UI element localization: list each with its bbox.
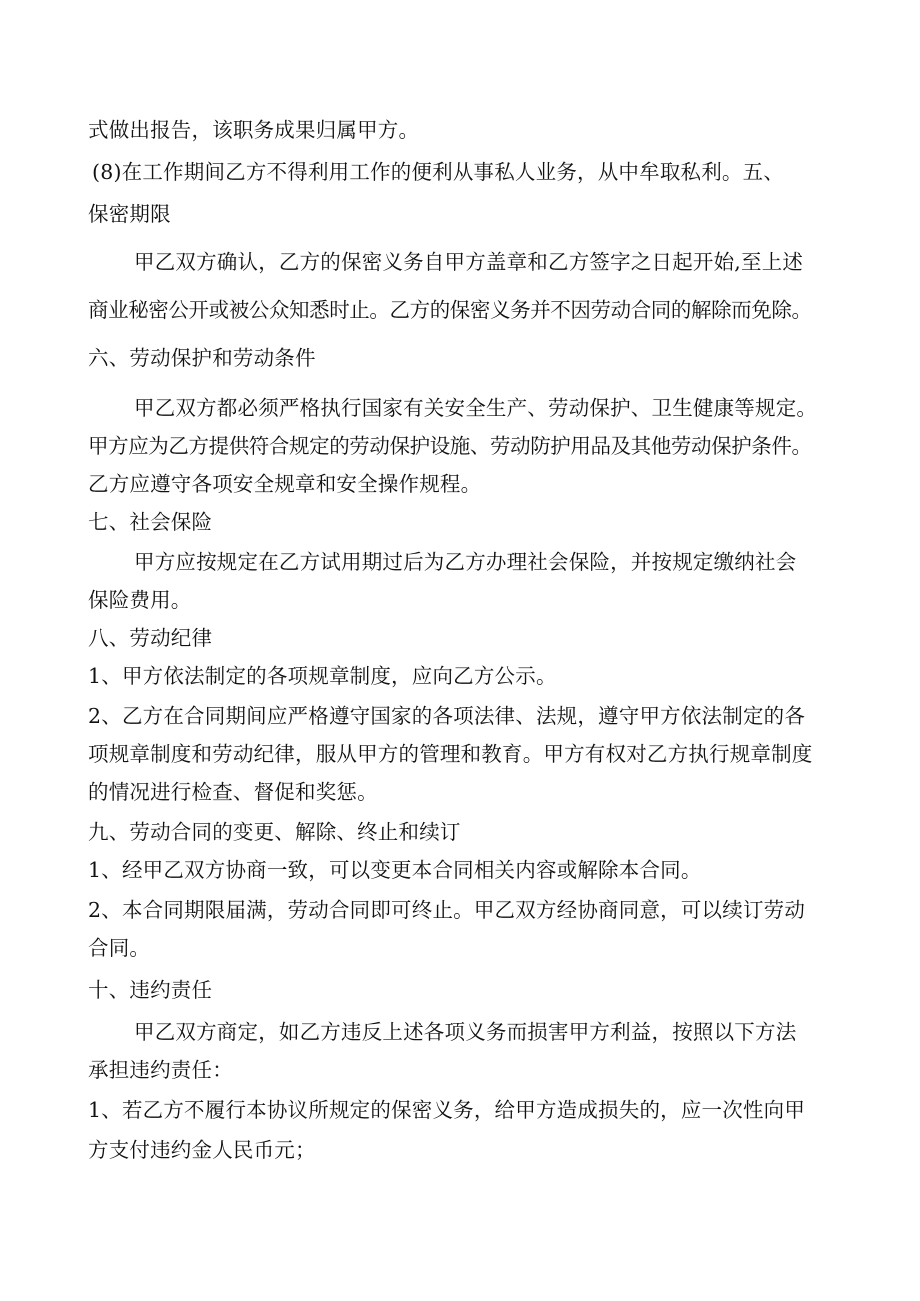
text-line: 方支付违约金人民币元； [88, 1138, 316, 1162]
section-heading: 七、社会保险 [88, 510, 213, 534]
text-line: 1、甲方依法制定的各项规章制度，应向乙方公示。 [88, 664, 557, 688]
text-line: 2、乙方在合同期间应严格遵守国家的各项法律、法规，遵守甲方依法制定的各 [88, 704, 806, 728]
text-line: 甲乙双方都必须严格执行国家有关安全生产、劳动保护、卫生健康等规定。 [134, 396, 818, 420]
section-heading: 六、劳动保护和劳动条件 [88, 346, 316, 370]
section-heading: 保密期限 [88, 202, 171, 226]
text-line: 保险费用。 [88, 588, 192, 612]
text-line: 承担违约责任： [88, 1058, 233, 1082]
text-line: 商业秘密公开或被公众知悉时止。乙方的保密义务并不因劳动合同的解除而免除。 [88, 298, 812, 322]
text-line: 式做出报告，该职务成果归属甲方。 [88, 118, 420, 142]
text-line: (8)在工作期间乙方不得利用工作的便利从事私人业务，从中牟取私利。五、 [92, 160, 785, 184]
section-heading: 九、劳动合同的变更、解除、终止和续订 [88, 820, 461, 844]
text-line: 甲乙双方确认，乙方的保密义务自甲方盖章和乙方签字之日起开始,至上述 [134, 250, 804, 274]
text-line: 项规章制度和劳动纪律，服从甲方的管理和教育。甲方有权对乙方执行规章制度 [88, 742, 813, 766]
text-line: 的情况进行检查、督促和奖惩。 [88, 780, 378, 804]
text-line: 2、本合同期限届满，劳动合同即可终止。甲乙双方经协商同意，可以续订劳动 [88, 898, 806, 922]
text-line: 1、经甲乙双方协商一致，可以变更本合同相关内容或解除本合同。 [88, 858, 702, 882]
text-line: 乙方应遵守各项安全规章和安全操作规程。 [88, 472, 482, 496]
section-heading: 十、违约责任 [88, 978, 213, 1002]
section-heading: 八、劳动纪律 [88, 626, 213, 650]
text-line: 合同。 [88, 936, 151, 960]
text-line: 1、若乙方不履行本协议所规定的保密义务，给甲方造成损失的，应一次性向甲 [88, 1098, 806, 1122]
text-line: 甲方应为乙方提供符合规定的劳动保护设施、劳动防护用品及其他劳动保护条件。 [88, 434, 812, 458]
text-line: 甲乙双方商定，如乙方违反上述各项义务而损害甲方利益，按照以下方法 [134, 1020, 797, 1044]
text-line: 甲方应按规定在乙方试用期过后为乙方办理社会保险，并按规定缴纳社会 [134, 550, 797, 574]
